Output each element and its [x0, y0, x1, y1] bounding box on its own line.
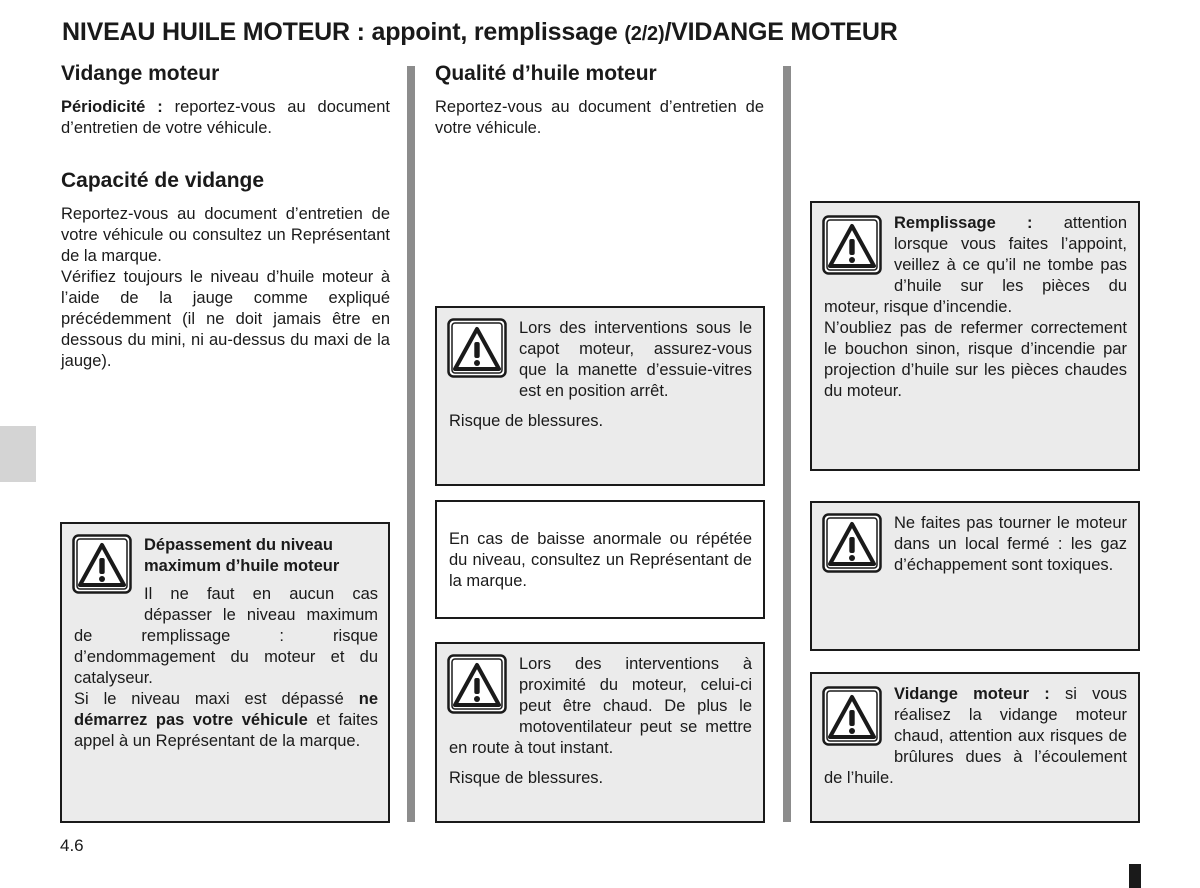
periodicite-value: reportez-vous au document d’entretien de votre véhicule. [61, 98, 390, 137]
engine-hot-risk: Risque de blessures. [449, 769, 604, 787]
page-title [62, 18, 898, 47]
warning-box-refill [810, 201, 1140, 471]
page-title-part: (2/2) [624, 23, 665, 45]
refill-label: Remplissage : [894, 214, 1033, 232]
refill-text [824, 213, 1127, 402]
capacite-paragraph-2: Vérifiez toujours le niveau d’huile moteur à l’aide de la jauge comme expliqué précédemment (il ne doit jamais être en dessous du mini, ni au-dessus du maxi de la jauge). [61, 268, 390, 370]
overfill-text-2a: Si le niveau maxi est dépassé [74, 690, 359, 708]
overfill-paragraph-2 [74, 689, 378, 752]
vidange-heading: Vidange moteur [61, 62, 220, 85]
warning-box-exhaust [810, 501, 1140, 651]
overfill-text [74, 584, 378, 752]
qualite-text: Reportez-vous au document d’entretien de votre véhicule. [435, 98, 764, 137]
periodicite-text [61, 97, 390, 139]
engine-hot-paragraph [449, 654, 752, 759]
column-divider-right [783, 66, 791, 822]
engine-hot-text [449, 654, 752, 789]
oil-change-text [824, 684, 1127, 789]
warning-box-engine-hot [435, 642, 765, 823]
exhaust-text: Ne faites pas tourner le moteur dans un local fermé : les gaz d’échappement sont toxiques. [894, 514, 1127, 574]
corner-mark [1129, 864, 1141, 888]
chapter-tab [0, 426, 36, 482]
overfill-text-2b: ne démarrez pas votre véhicule [74, 690, 378, 729]
capacite-text [61, 204, 390, 372]
warning-triangle-icon [822, 513, 882, 573]
qualite-heading: Qualité d’huile moteur [435, 62, 657, 85]
refill-paragraph-2: N’oubliez pas de refermer correctement le bouchon sinon, risque d’incendie par projection d’huile sur les pièces chaudes du moteur. [824, 319, 1127, 400]
wiper-text [449, 318, 752, 432]
note-box-oil-level [435, 500, 765, 619]
refill-paragraph-1 [824, 213, 1127, 318]
overfill-text-1: Il ne faut en aucun cas dépasser le niveau maximum de remplissage : risque d’endommagement du moteur et du catalyseur. [74, 585, 378, 687]
capacite-paragraph-1: Reportez-vous au document d’entretien de votre véhicule ou consultez un Représentant de la marque. [61, 205, 390, 265]
column-divider-left [407, 66, 415, 822]
overfill-paragraph-1 [74, 584, 378, 689]
warning-box-wiper [435, 306, 765, 486]
wiper-paragraph [449, 318, 752, 402]
capacite-heading: Capacité de vidange [61, 169, 265, 192]
page-title-end: /VIDANGE MOTEUR [664, 18, 898, 46]
oil-level-note: En cas de baisse anormale ou répétée du niveau, consultez un Représentant de la marque. [449, 530, 752, 590]
engine-hot-warning-text: Lors des interventions à proximité du moteur, celui-ci peut être chaud. De plus le motoventilateur peut se mettre en route à tout instant. [449, 655, 752, 757]
oil-change-label: Vidange moteur : [894, 685, 1050, 703]
oil-change-paragraph [824, 684, 1127, 789]
refill-text-1: attention lorsque vous faites l’appoint, veillez à ce qu’il ne tombe pas d’huile sur les pièces du moteur, risque d’incendie. [824, 214, 1128, 316]
wiper-warning-text: Lors des interventions sous le capot moteur, assurez-vous que la manette d’essuie-vitres est en position arrêt. [519, 319, 752, 400]
warning-box-oil-change [810, 672, 1140, 823]
periodicite-label: Périodicité : [61, 98, 163, 116]
overfill-heading: Dépassement du niveau maximum d’huile moteur [144, 536, 340, 575]
overfill-text-2c: et faites appel à un Représentant de la marque. [74, 711, 378, 750]
oil-change-warning-text: si vous réalisez la vidange moteur chaud, attention aux risques de brûlures dues à l’écoulement de l’huile. [824, 685, 1127, 787]
page-title-main: NIVEAU HUILE MOTEUR : appoint, remplissage [62, 18, 625, 46]
wiper-risk: Risque de blessures. [449, 412, 604, 430]
page-number: 4.6 [60, 836, 84, 855]
warning-box-overfill [60, 522, 390, 823]
